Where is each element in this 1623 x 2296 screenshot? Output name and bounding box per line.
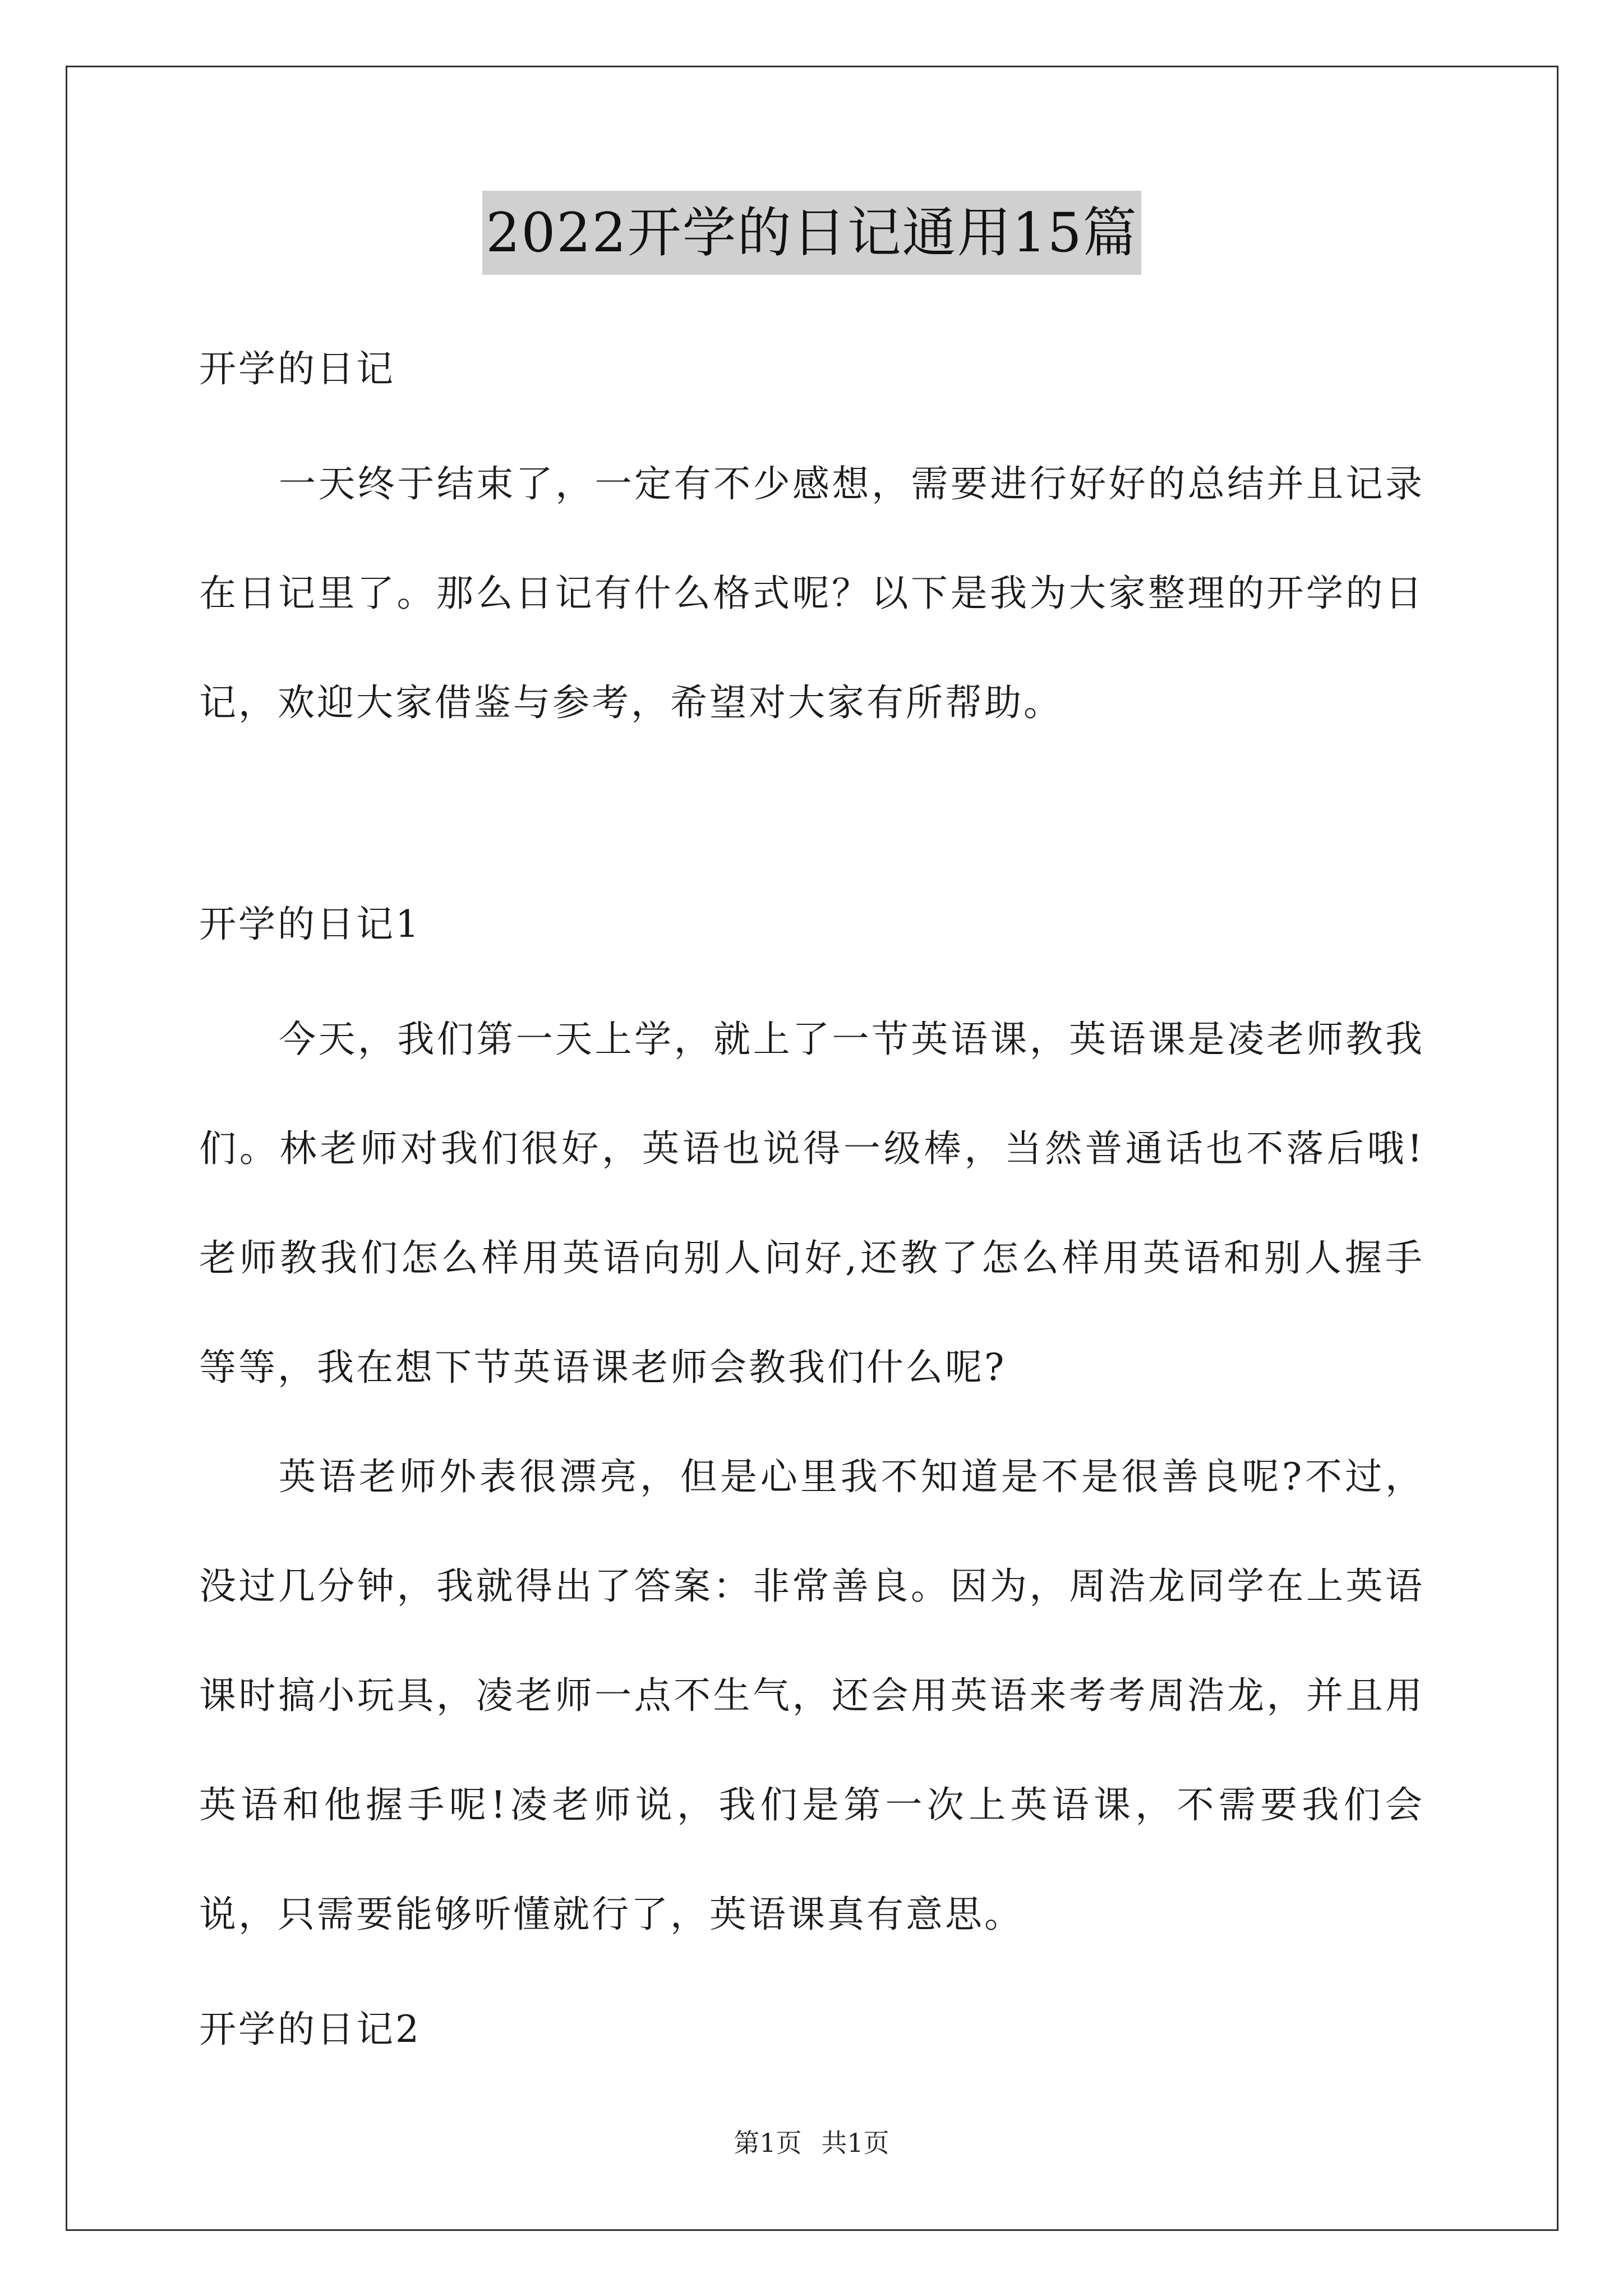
paragraph: 今天，我们第一天上学，就上了一节英语课，英语课是凌老师教我们。林老师对我们很好，英语也说得一级棒，当然普通话也不落后哦!老师教我们怎么样用英语向别人问好,还教了怎么样用英语和别人握手等等，我在想下节英语课老师会教我们什么呢?: [199, 1018, 1424, 1389]
section-heading: 开学的日记: [199, 347, 395, 390]
section-heading: 开学的日记2: [199, 2008, 421, 2051]
page-number: 第1页: [734, 2128, 802, 2158]
paragraph: 英语老师外表很漂亮，但是心里我不知道是不是很善良呢?不过，没过几分钟，我就得出了答案：非常善良。因为，周浩龙同学在上英语课时搞小玩具，凌老师一点不生气，还会用英语来考考周浩龙，并且用英语和他握手呢!凌老师说，我们是第一次上英语课，不需要我们会说，只需要能够听懂就行了，英语课真有意思。: [199, 1455, 1424, 1936]
title-container: [199, 191, 1424, 275]
paragraph: 一天终于结束了，一定有不少感想，需要进行好好的总结并且记录在日记里了。那么日记有什么格式呢？以下是我为大家整理的开学的日记，欢迎大家借鉴与参考，希望对大家有所帮助。: [199, 462, 1424, 724]
page-total: 共1页: [821, 2128, 889, 2158]
document-title: 2022开学的日记通用15篇: [482, 191, 1141, 275]
section-heading: 开学的日记1: [199, 903, 421, 946]
page-footer: [0, 2126, 1623, 2160]
document-body: [199, 191, 1424, 2056]
